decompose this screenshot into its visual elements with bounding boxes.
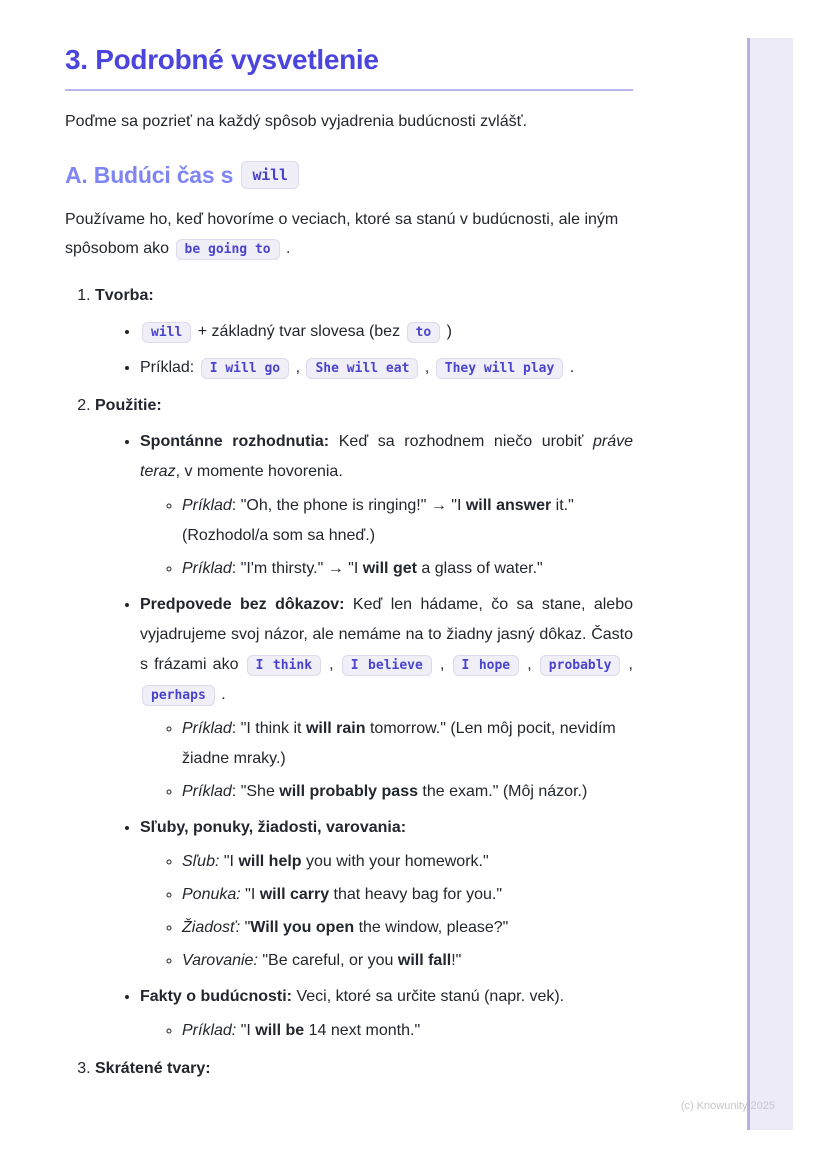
list-item-text bbox=[140, 427, 633, 487]
inline-code-chip: She will eat bbox=[306, 358, 418, 379]
list-item bbox=[182, 714, 633, 774]
list-item bbox=[140, 427, 633, 584]
section-a-heading bbox=[65, 162, 633, 189]
list-item-text bbox=[95, 281, 633, 311]
text-run: it." (Rozhodol/a som sa hneď.) bbox=[182, 497, 574, 544]
text-run: . bbox=[281, 240, 291, 257]
bold-text: will fall bbox=[397, 952, 452, 969]
list-item bbox=[140, 590, 633, 807]
text-run: "I bbox=[240, 886, 260, 903]
copyright-footer: (c) Knowunity 2025 bbox=[680, 1100, 775, 1112]
text-run: , bbox=[521, 656, 538, 673]
inline-code-chip: I think bbox=[247, 655, 321, 676]
text-run: Veci, ktoré sa určite stanú (napr. vek). bbox=[292, 988, 565, 1005]
list-item bbox=[95, 281, 633, 383]
italic-text: práve teraz bbox=[140, 433, 633, 480]
list-item-text bbox=[140, 590, 633, 710]
text-run: the exam." (Môj názor.) bbox=[417, 783, 588, 800]
list-item bbox=[140, 353, 633, 383]
sluby-examples bbox=[140, 847, 633, 976]
page-title bbox=[65, 44, 633, 76]
list-item bbox=[140, 982, 633, 1046]
inline-code-chip: I will go bbox=[201, 358, 289, 379]
bold-text: Will you open bbox=[250, 919, 355, 936]
bold-text: Sľuby, ponuky, žiadosti, varovania: bbox=[140, 819, 407, 836]
intro-paragraph bbox=[65, 107, 633, 136]
text-run: !" bbox=[451, 952, 462, 969]
list-item bbox=[182, 491, 633, 551]
list-item-text bbox=[182, 913, 633, 943]
bold-text: Použitie: bbox=[95, 397, 162, 414]
inline-code-chip: I believe bbox=[342, 655, 432, 676]
text-run: , bbox=[433, 656, 451, 673]
list-item-text bbox=[182, 880, 633, 910]
inline-code-chip: They will play bbox=[436, 358, 564, 379]
text-run: 14 next month." bbox=[304, 1022, 421, 1039]
text-run: , bbox=[420, 359, 434, 376]
list-item bbox=[95, 391, 633, 1046]
list-item bbox=[182, 847, 633, 877]
text-run: 3. Podrobné vysvetlenie bbox=[65, 44, 379, 75]
inline-code-chip: will bbox=[142, 322, 191, 343]
text-run: : "Oh, the phone is ringing!" → "I bbox=[231, 497, 466, 514]
list-item-text bbox=[182, 1016, 633, 1046]
text-run: "I bbox=[219, 853, 239, 870]
italic-text: Sľub: bbox=[182, 853, 220, 870]
list-item-text bbox=[95, 391, 633, 421]
list-item-text bbox=[140, 353, 633, 383]
italic-text: Príklad bbox=[182, 560, 232, 577]
text-run: A. Budúci čas s bbox=[65, 162, 240, 188]
list-item-text bbox=[182, 554, 633, 584]
text-run: Keď len hádame, čo sa stane, alebo vyjadrujeme svoj názor, ale nemáme na to žiadny jasný dôkaz. Často s frázami ako bbox=[140, 596, 634, 673]
bold-text: will probably pass bbox=[279, 783, 418, 800]
text-run: , bbox=[323, 656, 340, 673]
text-run: , v momente hovorenia. bbox=[175, 463, 343, 480]
inline-code-chip: probably bbox=[540, 655, 621, 676]
italic-text: Príklad bbox=[182, 497, 232, 514]
list-item-text bbox=[140, 982, 633, 1012]
italic-text: Varovanie: bbox=[182, 952, 258, 969]
text-run: , bbox=[622, 656, 633, 673]
text-run: tomorrow." (Len môj pocit, nevidím žiadne mraky.) bbox=[182, 720, 616, 767]
text-run: Príklad: bbox=[140, 359, 199, 376]
text-run: a glass of water." bbox=[416, 560, 543, 577]
inline-code-chip: to bbox=[407, 322, 441, 343]
bold-text: Skrátené tvary: bbox=[95, 1060, 211, 1077]
inline-code-chip: perhaps bbox=[142, 685, 215, 706]
list-item-text bbox=[95, 1054, 633, 1084]
list-item-text bbox=[182, 714, 633, 774]
text-run: you with your homework." bbox=[301, 853, 489, 870]
italic-text: Príklad bbox=[182, 720, 232, 737]
pouzitie-bullet-list bbox=[95, 427, 633, 1046]
text-run: , bbox=[291, 359, 305, 376]
fakty-examples bbox=[140, 1016, 633, 1046]
bold-text: will rain bbox=[305, 720, 366, 737]
bold-text: Fakty o budúcnosti: bbox=[140, 988, 292, 1005]
inline-code-chip: will bbox=[241, 161, 298, 189]
document-content bbox=[65, 0, 633, 1092]
list-item bbox=[182, 554, 633, 584]
text-run: Keď sa rozhodnem niečo urobiť bbox=[329, 433, 593, 450]
inline-code-chip: be going to bbox=[176, 239, 280, 260]
text-run: " bbox=[240, 919, 251, 936]
text-run: . bbox=[565, 359, 575, 376]
italic-text: Žiadosť: bbox=[182, 919, 241, 936]
text-run: : "I'm thirsty." → "I bbox=[231, 560, 363, 577]
bold-text: will get bbox=[362, 560, 417, 577]
title-underline bbox=[65, 89, 633, 91]
text-run: + základný tvar slovesa (bez bbox=[193, 323, 405, 340]
italic-text: Príklad: bbox=[182, 1022, 237, 1039]
bold-text: Predpovede bez dôkazov: bbox=[140, 596, 345, 613]
text-run: : "I think it bbox=[231, 720, 306, 737]
text-run: "I bbox=[236, 1022, 256, 1039]
list-item-text bbox=[182, 946, 633, 976]
bold-text: will be bbox=[255, 1022, 305, 1039]
list-item-text bbox=[140, 813, 633, 843]
list-item-text bbox=[182, 491, 633, 551]
list-item-text bbox=[182, 847, 633, 877]
predpovede-examples bbox=[140, 714, 633, 807]
list-item bbox=[182, 913, 633, 943]
spontanne-examples bbox=[140, 491, 633, 584]
inline-code-chip: I hope bbox=[453, 655, 520, 676]
tvorba-bullet-list bbox=[95, 317, 633, 383]
list-item-text bbox=[140, 317, 633, 347]
page-edge-ribbon bbox=[747, 38, 793, 1130]
list-item bbox=[140, 317, 633, 347]
text-run: : "She bbox=[231, 783, 280, 800]
list-item bbox=[182, 946, 633, 976]
text-run: that heavy bag for you." bbox=[329, 886, 503, 903]
text-run: the window, please?" bbox=[354, 919, 509, 936]
italic-text: Ponuka: bbox=[182, 886, 241, 903]
text-run: ) bbox=[442, 323, 452, 340]
list-item bbox=[95, 1054, 633, 1084]
section-a-intro bbox=[65, 205, 633, 263]
bold-text: will carry bbox=[259, 886, 330, 903]
text-run: . bbox=[216, 686, 226, 703]
main-numbered-list bbox=[65, 281, 633, 1084]
bold-text: will answer bbox=[465, 497, 552, 514]
bold-text: Tvorba: bbox=[95, 287, 154, 304]
list-item-text bbox=[182, 777, 633, 807]
list-item bbox=[182, 880, 633, 910]
list-item bbox=[182, 1016, 633, 1046]
italic-text: Príklad bbox=[182, 783, 232, 800]
list-item bbox=[182, 777, 633, 807]
list-item bbox=[140, 813, 633, 976]
text-run: "Be careful, or you bbox=[257, 952, 398, 969]
bold-text: will help bbox=[238, 853, 302, 870]
text-run: Používame ho, keď hovoríme o veciach, ktoré sa stanú v budúcnosti, ale iným spôsobom ako bbox=[65, 211, 619, 257]
text-run: Poďme sa pozrieť na každý spôsob vyjadrenia budúcnosti zvlášť. bbox=[65, 113, 528, 130]
bold-text: Spontánne rozhodnutia: bbox=[140, 433, 330, 450]
